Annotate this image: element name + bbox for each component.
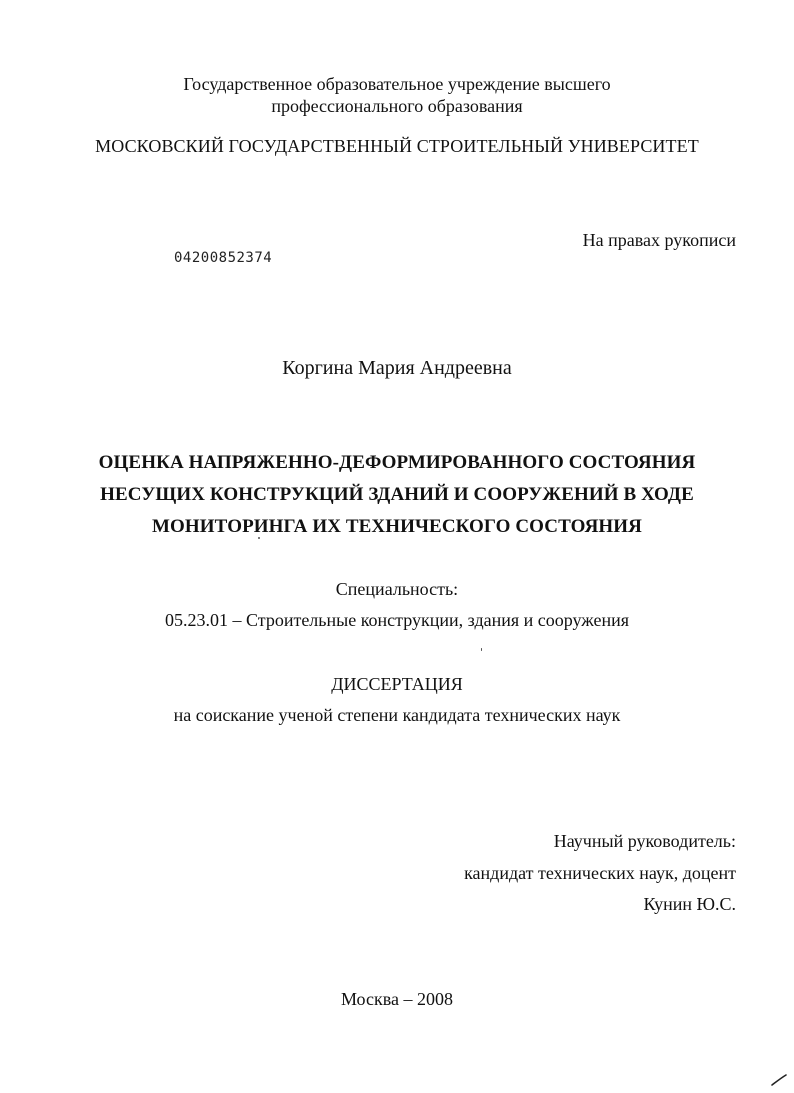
title-line-2: НЕСУЩИХ КОНСТРУКЦИЙ ЗДАНИЙ И СООРУЖЕНИЙ В ХОДЕ xyxy=(100,484,694,505)
specialty-value: 05.23.01 – Строительные конструкции, здания и сооружения xyxy=(164,610,630,630)
catalog-number: 04200852374 xyxy=(174,250,273,266)
scan-speck xyxy=(481,648,482,651)
scan-speck xyxy=(258,537,260,539)
institution-line-1: Государственное образовательное учреждение высшего xyxy=(183,74,611,94)
supervisor-name: Кунин Ю.С. xyxy=(643,894,736,914)
author-name: Коргина Мария Андреевна xyxy=(282,357,512,379)
institution-line-2: профессионального образования xyxy=(271,96,523,116)
specialty-label: Специальность: xyxy=(335,579,459,599)
pen-mark-icon xyxy=(770,1073,788,1087)
work-type-purpose: на соискание ученой степени кандидата технических наук xyxy=(173,705,621,725)
supervisor-degree: кандидат технических наук, доцент xyxy=(464,863,736,883)
title-line-3: МОНИТОРИНГА ИХ ТЕХНИЧЕСКОГО СОСТОЯНИЯ xyxy=(152,516,642,537)
university-name: МОСКОВСКИЙ ГОСУДАРСТВЕННЫЙ СТРОИТЕЛЬНЫЙ УНИВЕРСИТЕТ xyxy=(95,136,699,156)
work-type-label: ДИССЕРТАЦИЯ xyxy=(331,674,463,694)
city-year: Москва – 2008 xyxy=(341,989,453,1009)
rights-note: На правах рукописи xyxy=(582,230,736,250)
title-line-1: ОЦЕНКА НАПРЯЖЕННО-ДЕФОРМИРОВАННОГО СОСТОЯНИЯ xyxy=(98,452,696,473)
supervisor-label: Научный руководитель: xyxy=(553,831,736,851)
